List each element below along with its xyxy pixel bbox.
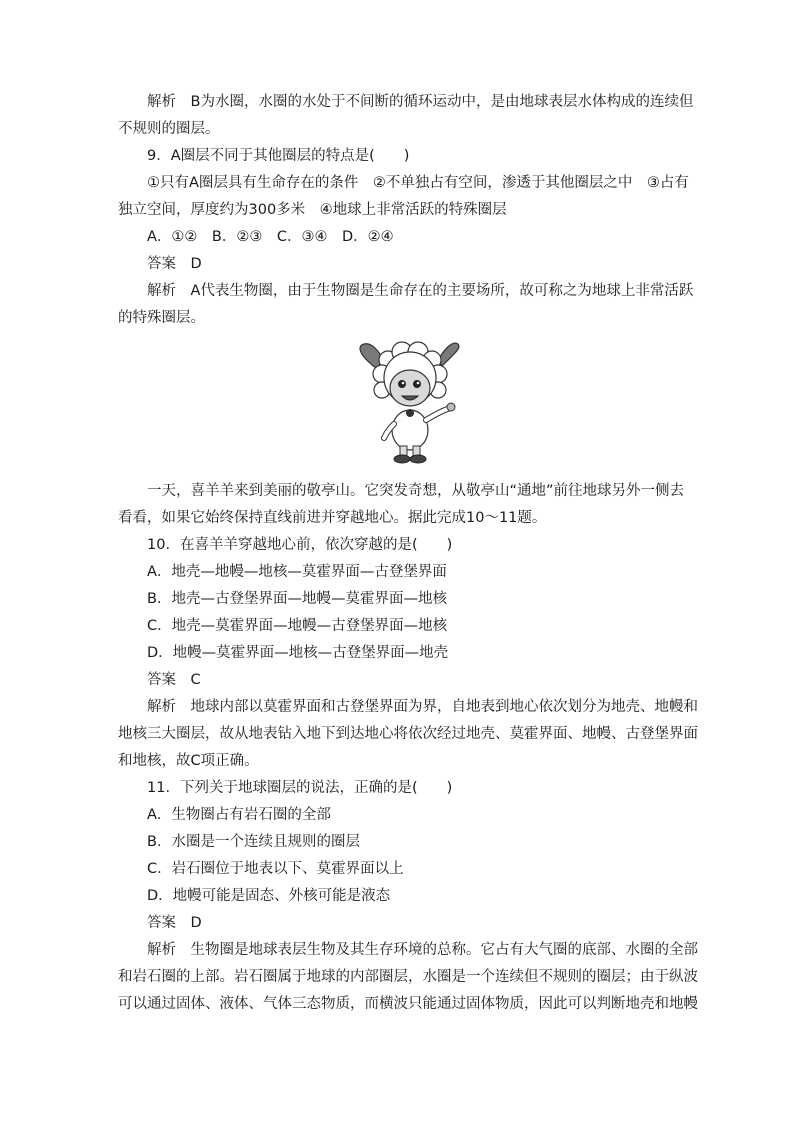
q9-answer: 答案 D [147, 256, 202, 272]
sheep-cartoon-illustration [354, 338, 466, 466]
q11-option-c: C．岩石圈位于地表以下、莫霍界面以上 [147, 861, 404, 877]
q11-analysis-line-3: 可以通过固体、液体、气体三态物质，而横波只能通过固体物质，因此可以判断地壳和地幔 [118, 996, 698, 1012]
q11-analysis-line-1: 解析 生物圈是地球表层生物及其生存环境的总称。它占有大气圈的底部、水圈的全部 [147, 942, 698, 958]
passage-line-1: 一天，喜羊羊来到美丽的敬亭山。它突发奇想，从敬亭山“通地”前往地球另外一侧去 [147, 483, 685, 499]
q10-option-c: C．地壳—莫霍界面—地幔—古登堡界面—地核 [147, 618, 448, 634]
q9-analysis-line-2: 的特殊圈层。 [118, 310, 205, 326]
q10-stem: 10．在喜羊羊穿越地心前，依次穿越的是( ) [147, 537, 453, 553]
q10-option-a: A．地壳—地幔—地核—莫霍界面—古登堡界面 [147, 564, 447, 580]
page-content [118, 89, 698, 1018]
q10-answer: 答案 C [147, 672, 201, 688]
q9-statements-line-1: ①只有A圈层具有生命存在的条件 ②不单独占有空间，渗透于其他圈层之中 ③占有 [147, 175, 689, 191]
q9-options: A．①② B．②③ C．③④ D．②④ [147, 229, 394, 245]
q11-option-d: D．地幔可能是固态、外核可能是液态 [147, 888, 391, 904]
q11-option-b: B．水圈是一个连续且规则的圈层 [147, 834, 360, 850]
q11-analysis-line-2: 和岩石圈的上部。岩石圈属于地球的内部圈层，水圈是一个连续但不规则的圈层；由于纵波 [118, 969, 698, 985]
q8-analysis-line-2: 不规则的圈层。 [118, 121, 220, 137]
q8-analysis-line-1: 解析 B为水圈，水圈的水处于不间断的循环运动中，是由地球表层水体构成的连续但 [147, 94, 694, 110]
q10-option-b: B．地壳—古登堡界面—地幔—莫霍界面—地核 [147, 591, 447, 607]
q11-option-a: A．生物圈占有岩石圈的全部 [147, 807, 331, 823]
passage-line-2: 看看，如果它始终保持直线前进并穿越地心。据此完成10～11题。 [118, 510, 547, 526]
q10-analysis-line-3: 和地核，故C项正确。 [118, 753, 259, 769]
q10-analysis-line-2: 地核三大圈层，故从地表钻入地下到达地心将依次经过地壳、莫霍界面、地幔、古登堡界面 [118, 726, 698, 742]
q9-stem: 9．A圈层不同于其他圈层的特点是( ) [147, 148, 410, 164]
q10-option-d: D．地幔—莫霍界面—地核—古登堡界面—地壳 [147, 645, 449, 661]
q11-stem: 11．下列关于地球圈层的说法，正确的是( ) [147, 780, 453, 796]
illustration-container [118, 338, 676, 468]
q9-analysis-line-1: 解析 A代表生物圈，由于生物圈是生命存在的主要场所，故可称之为地球上非常活跃 [147, 283, 694, 299]
q10-analysis-line-1: 解析 地球内部以莫霍界面和古登堡界面为界，自地表到地心依次划分为地壳、地幔和 [147, 699, 698, 715]
q9-statements-line-2: 独立空间，厚度约为300多米 ④地球上非常活跃的特殊圈层 [118, 202, 507, 218]
q11-answer: 答案 D [147, 915, 202, 931]
